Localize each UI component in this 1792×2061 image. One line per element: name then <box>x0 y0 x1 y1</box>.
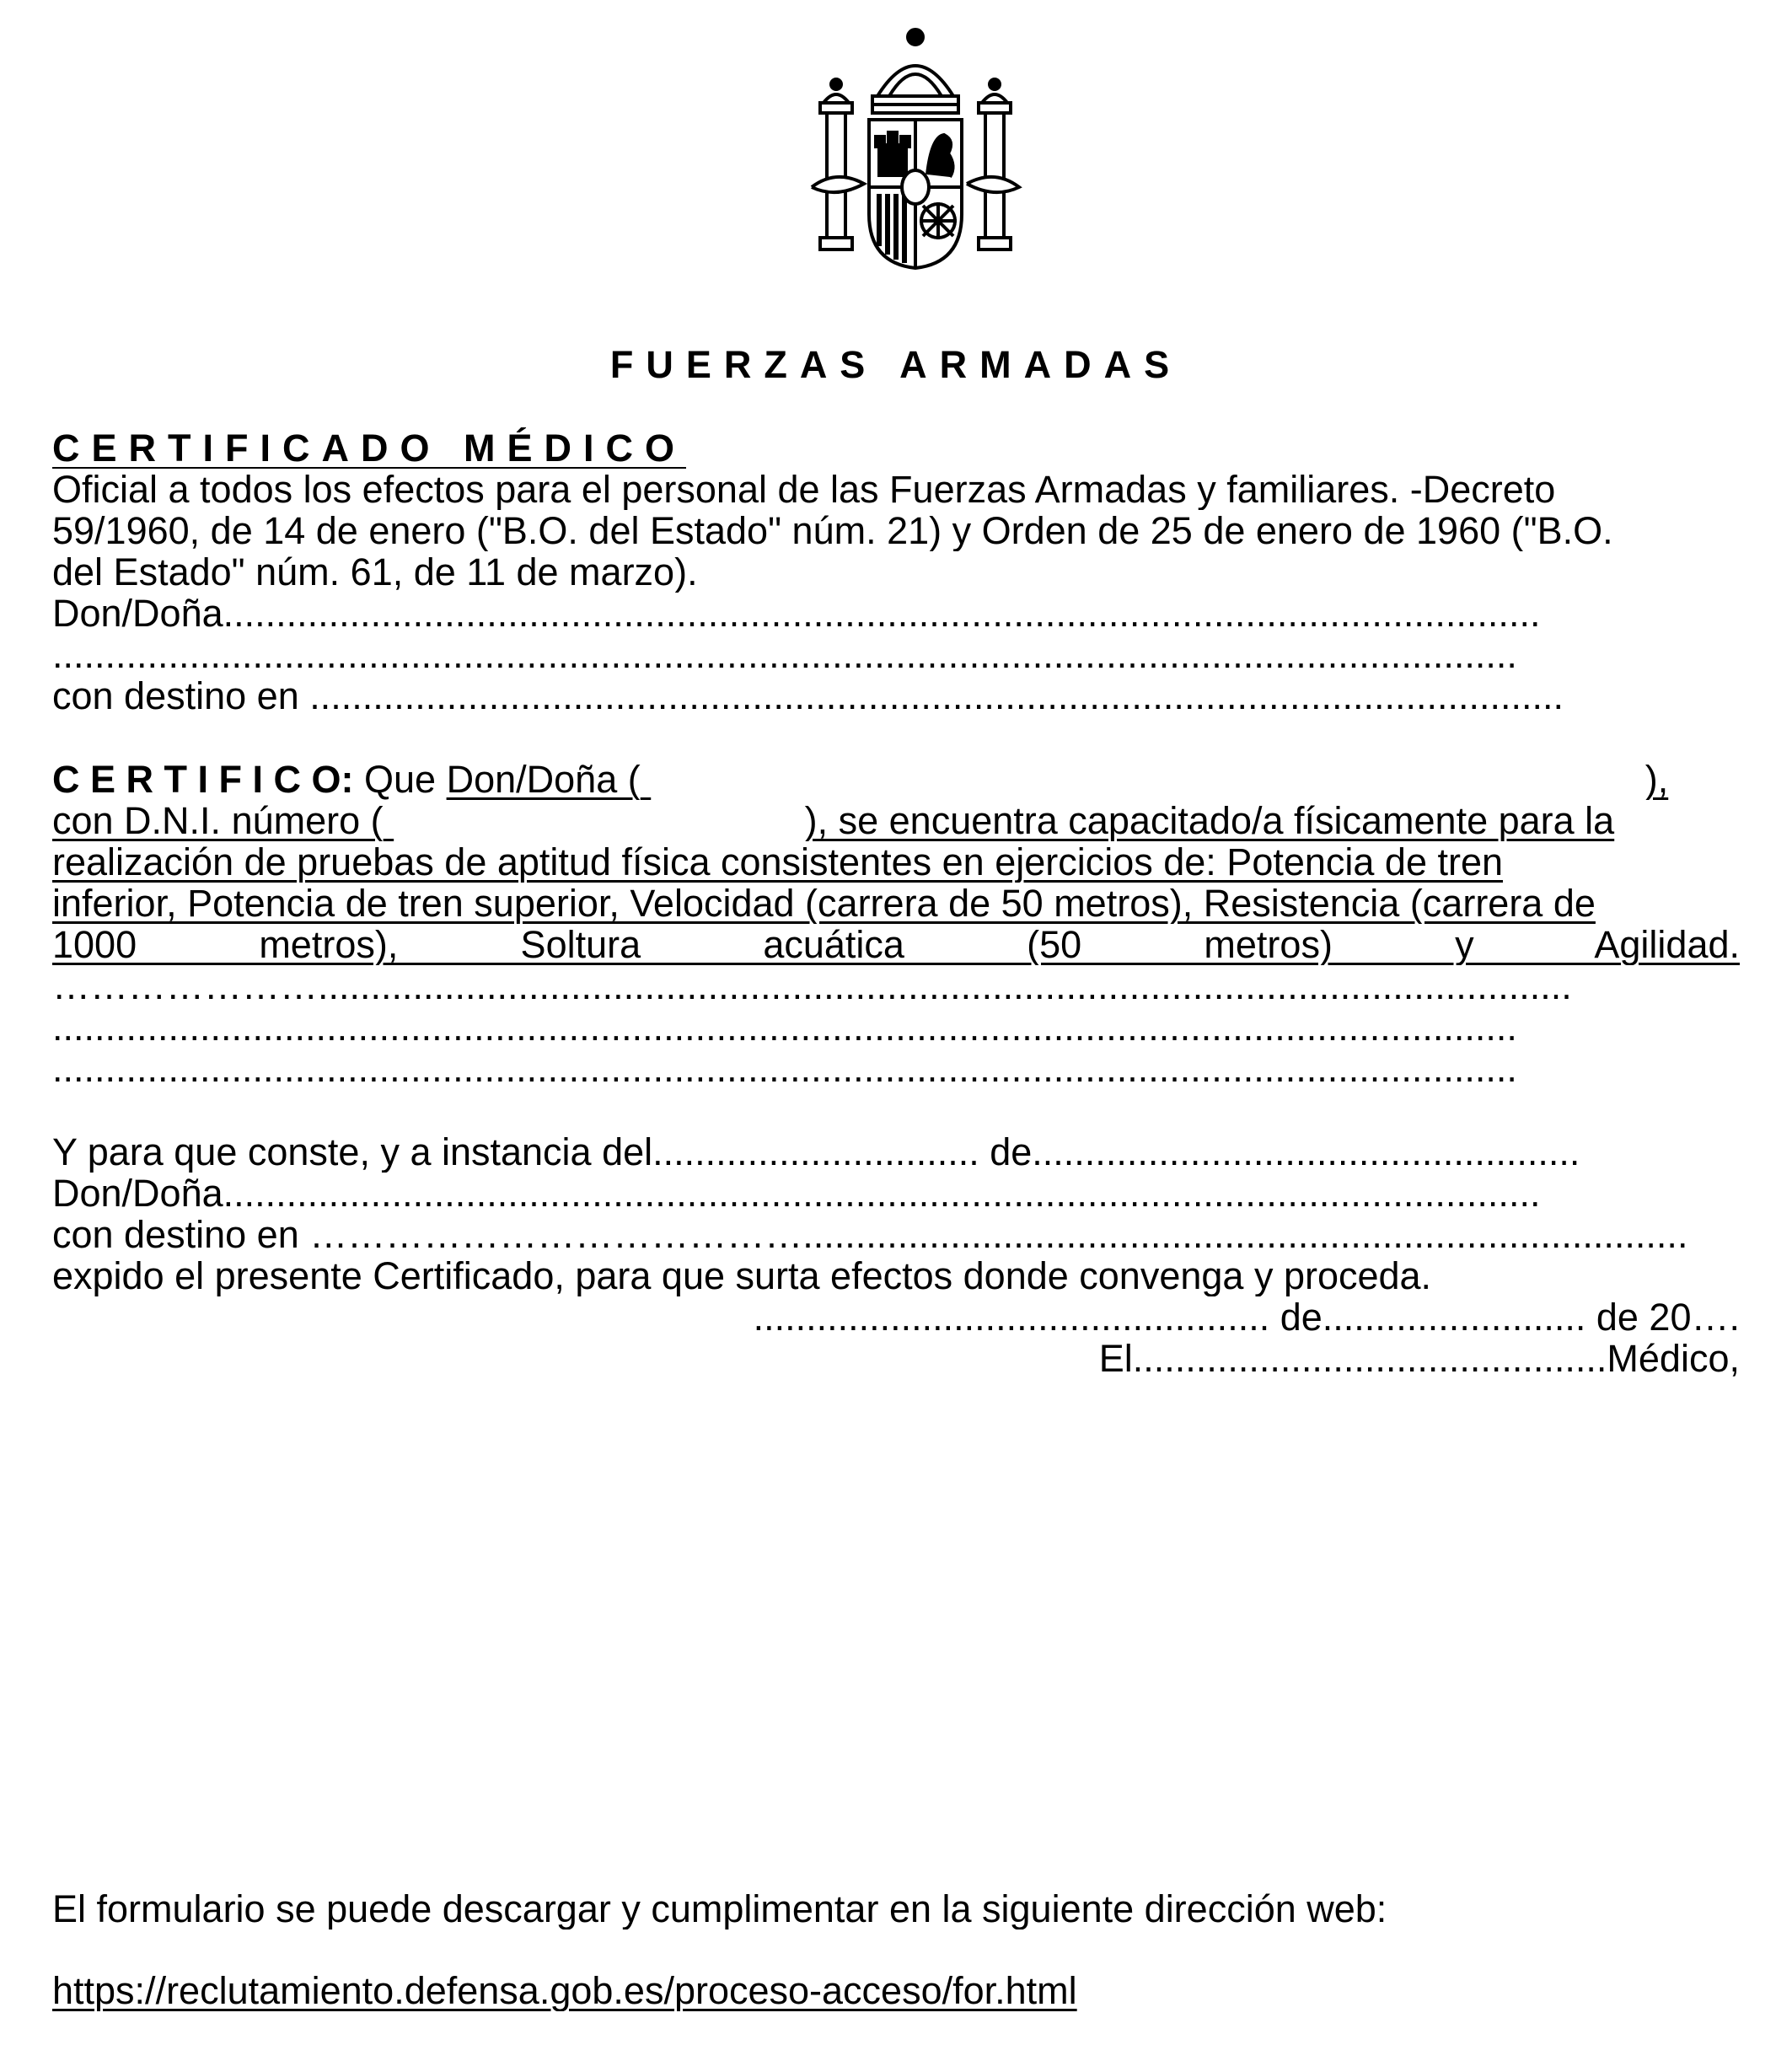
certifico-don-dona: Don/Doña ( <box>446 759 641 800</box>
observations-field-2[interactable]: ........................................................................................................................................... <box>52 1006 1517 1048</box>
el-label: El <box>1098 1338 1133 1379</box>
footer-url-link[interactable]: https://reclutamiento.defensa.gob.es/proceso-acceso/for.html <box>52 1970 1077 2011</box>
de-field[interactable]: .................................................... <box>1032 1131 1580 1173</box>
certifico-name-field[interactable] <box>641 759 1645 800</box>
y-para-que-conste: Y para que conste, y a instancia del <box>52 1131 653 1173</box>
body-line-1: realización de pruebas de aptitud física consistentes en ejercicios de: Potencia de tren <box>52 841 1504 883</box>
certifico-label: C E R T I F I C O: <box>52 759 354 800</box>
con-destino-field-2[interactable]: con destino en ………………………………….................................................................................... <box>52 1214 1688 1255</box>
don-dona-continued-field[interactable]: ........................................................................................................................................... <box>52 634 1517 675</box>
footer-link-wrapper <box>52 1970 1740 2011</box>
year-field[interactable]: …. <box>1691 1296 1740 1338</box>
de-label: de <box>990 1131 1033 1173</box>
certifico-line <box>52 759 1740 800</box>
instancia-line <box>52 1131 1740 1173</box>
con-destino-label: con destino en <box>52 675 299 717</box>
intro-line-2: 59/1960, de 14 de enero ("B.O. del Estado" núm. 21) y Orden de 25 de enero de 1960 ("B.O. <box>52 510 1613 551</box>
fecha-de: de <box>1280 1296 1323 1338</box>
body-line-3: 1000 metros), Soltura acuática (50 metros) y Agilidad. <box>52 924 1740 965</box>
certifico-que: Que <box>364 759 437 800</box>
medico-label: Médico, <box>1607 1338 1740 1379</box>
coat-of-arms-emblem <box>805 19 1026 282</box>
place-field[interactable]: ................................................. <box>753 1296 1270 1338</box>
certifico-close: ), <box>1644 759 1669 800</box>
intro-line-3: del Estado" núm. 61, de 11 de marzo). <box>52 551 698 593</box>
signature-line <box>52 1338 1740 1379</box>
observations-field-1[interactable]: …………………....................................................................................................................... <box>52 965 1572 1006</box>
expido-text: expido el presente Certificado, para que surta efectos donde convenga y proceda. <box>52 1255 1432 1296</box>
intro-line-1: Oficial a todos los efectos para el personal de las Fuerzas Armadas y familiares. -Decreto <box>52 469 1556 510</box>
dni-line <box>52 800 1740 841</box>
signature-field[interactable]: ............................................. <box>1132 1338 1607 1379</box>
observations-field-3[interactable]: ........................................................................................................................................... <box>52 1048 1517 1089</box>
don-dona-label-2: Don/Doña <box>52 1173 223 1214</box>
dni-field[interactable] <box>384 800 805 841</box>
body-line-2: inferior, Potencia de tren superior, Velocidad (carrera de 50 metros), Resistencia (carrera de <box>52 883 1596 924</box>
date-line <box>52 1296 1740 1338</box>
capacitado-text: ), se encuentra capacitado/a físicamente para la <box>804 800 1615 841</box>
fecha-de20: de 20 <box>1596 1296 1692 1338</box>
don-dona-field[interactable]: Don/Doña............................................................................................................................. <box>52 593 1541 634</box>
instancia-field[interactable]: ............................... <box>652 1131 979 1173</box>
con-destino-field[interactable]: con destino en ....................................................................................................................... <box>52 675 1564 717</box>
footer-text: El formulario se puede descargar y cumplimentar en la siguiente dirección web: <box>52 1888 1387 1930</box>
document-header: FUERZAS ARMADAS <box>609 343 1183 386</box>
document-title: CERTIFICADO MÉDICO <box>52 427 686 469</box>
don-dona-label: Don/Doña <box>52 593 223 634</box>
don-dona-field-2[interactable]: Don/Doña............................................................................................................................. <box>52 1173 1541 1214</box>
dni-label: con D.N.I. número ( <box>52 800 384 841</box>
con-destino-label-2: con destino en <box>52 1214 299 1255</box>
month-field[interactable]: ......................... <box>1322 1296 1586 1338</box>
